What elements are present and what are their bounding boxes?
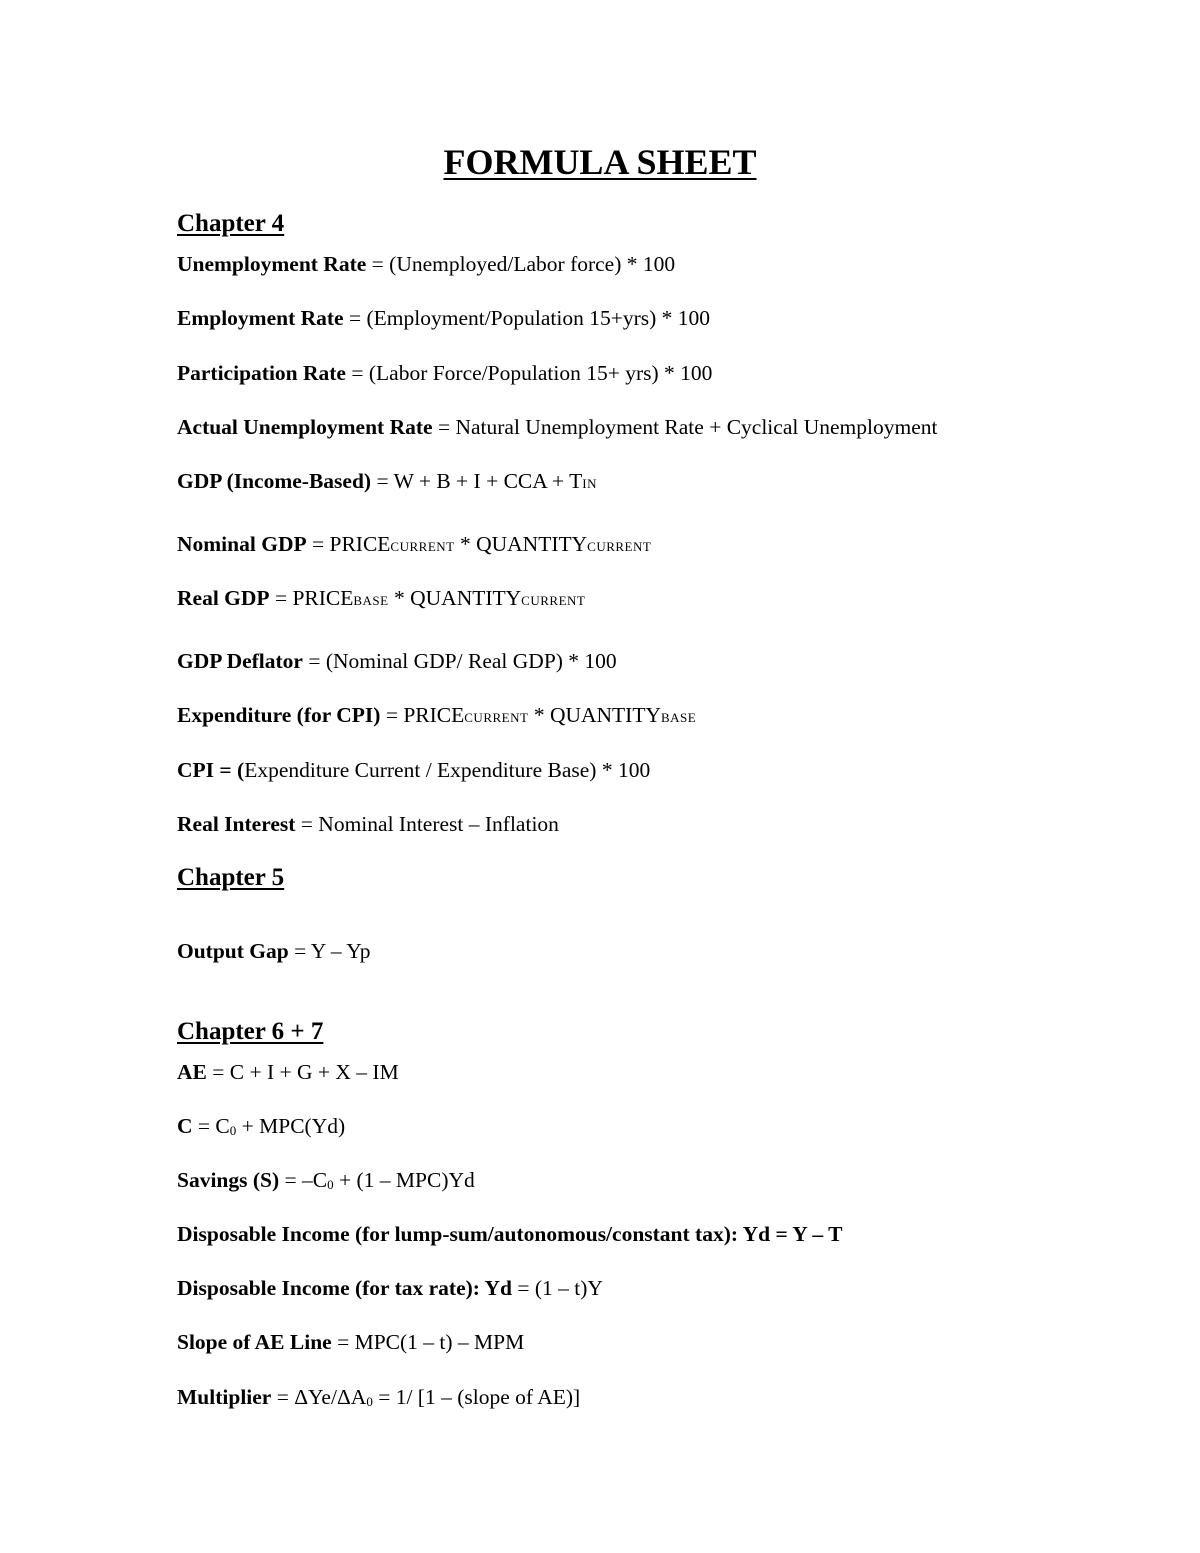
formula-real-interest: Real Interest = Nominal Interest – Inflation: [177, 812, 559, 836]
formula-ae: AE = C + I + G + X – IM: [177, 1060, 399, 1084]
formula-nominal-gdp: Nominal GDP = PRICECURRENT * QUANTITYCURRENT: [177, 532, 652, 556]
formula-output-gap: Output Gap = Y – Yp: [177, 939, 371, 963]
formula-disposable-rate: Disposable Income (for tax rate): Yd = (1 – t)Y: [177, 1276, 603, 1300]
formula-savings: Savings $(S) = -C_0 + (1 - MPC)Yd$: [177, 1168, 475, 1192]
formula-consumption: $C = C_0 + MPC(Yd)$: [177, 1114, 346, 1138]
formula-gdp-deflator: GDP Deflator = (Nominal GDP/ Real GDP) * 100: [177, 649, 617, 673]
chapter-5-heading: Chapter 5: [177, 864, 285, 891]
chapter-4-heading: Chapter 4: [177, 210, 285, 237]
formula-unemployment-rate: Unemployment Rate = (Unemployed/Labor force) * 100: [177, 252, 676, 276]
formula-disposable-lump: Disposable Income (for lump-sum/autonomous/constant tax): Yd = Y – T: [177, 1222, 843, 1246]
formula-actual-unemployment: Actual Unemployment Rate = Natural Unemployment Rate + Cyclical Unemployment: [177, 415, 938, 439]
formula-participation-rate: Participation Rate = (Labor Force/Population 15+ yrs) * 100: [177, 361, 713, 385]
formula-multiplier: Multiplier = ΔYe/$\Delta A_0 = 1/$ [1 – (slope of AE)]: [177, 1385, 581, 1409]
formula-real-gdp: Real GDP = PRICEBASE * QUANTITYCURRENT: [177, 586, 586, 610]
formula-expenditure-cpi: Expenditure (for CPI) = PRICECURRENT * QUANTITYBASE: [177, 703, 697, 727]
formula-gdp-income: GDP (Income-Based) = W + B + I + CCA + TIN: [177, 469, 597, 493]
page-title: FORMULA SHEET: [443, 142, 757, 182]
formula-employment-rate: Employment Rate = (Employment/Population 15+yrs) * 100: [177, 306, 711, 330]
formula-cpi: CPI = (Expenditure Current / Expenditure Base) * 100: [177, 758, 651, 782]
chapter-6-7-heading: Chapter 6 + 7: [177, 1018, 324, 1045]
formula-slope-ae: Slope of AE Line = MPC(1 – t) – MPM: [177, 1330, 525, 1354]
